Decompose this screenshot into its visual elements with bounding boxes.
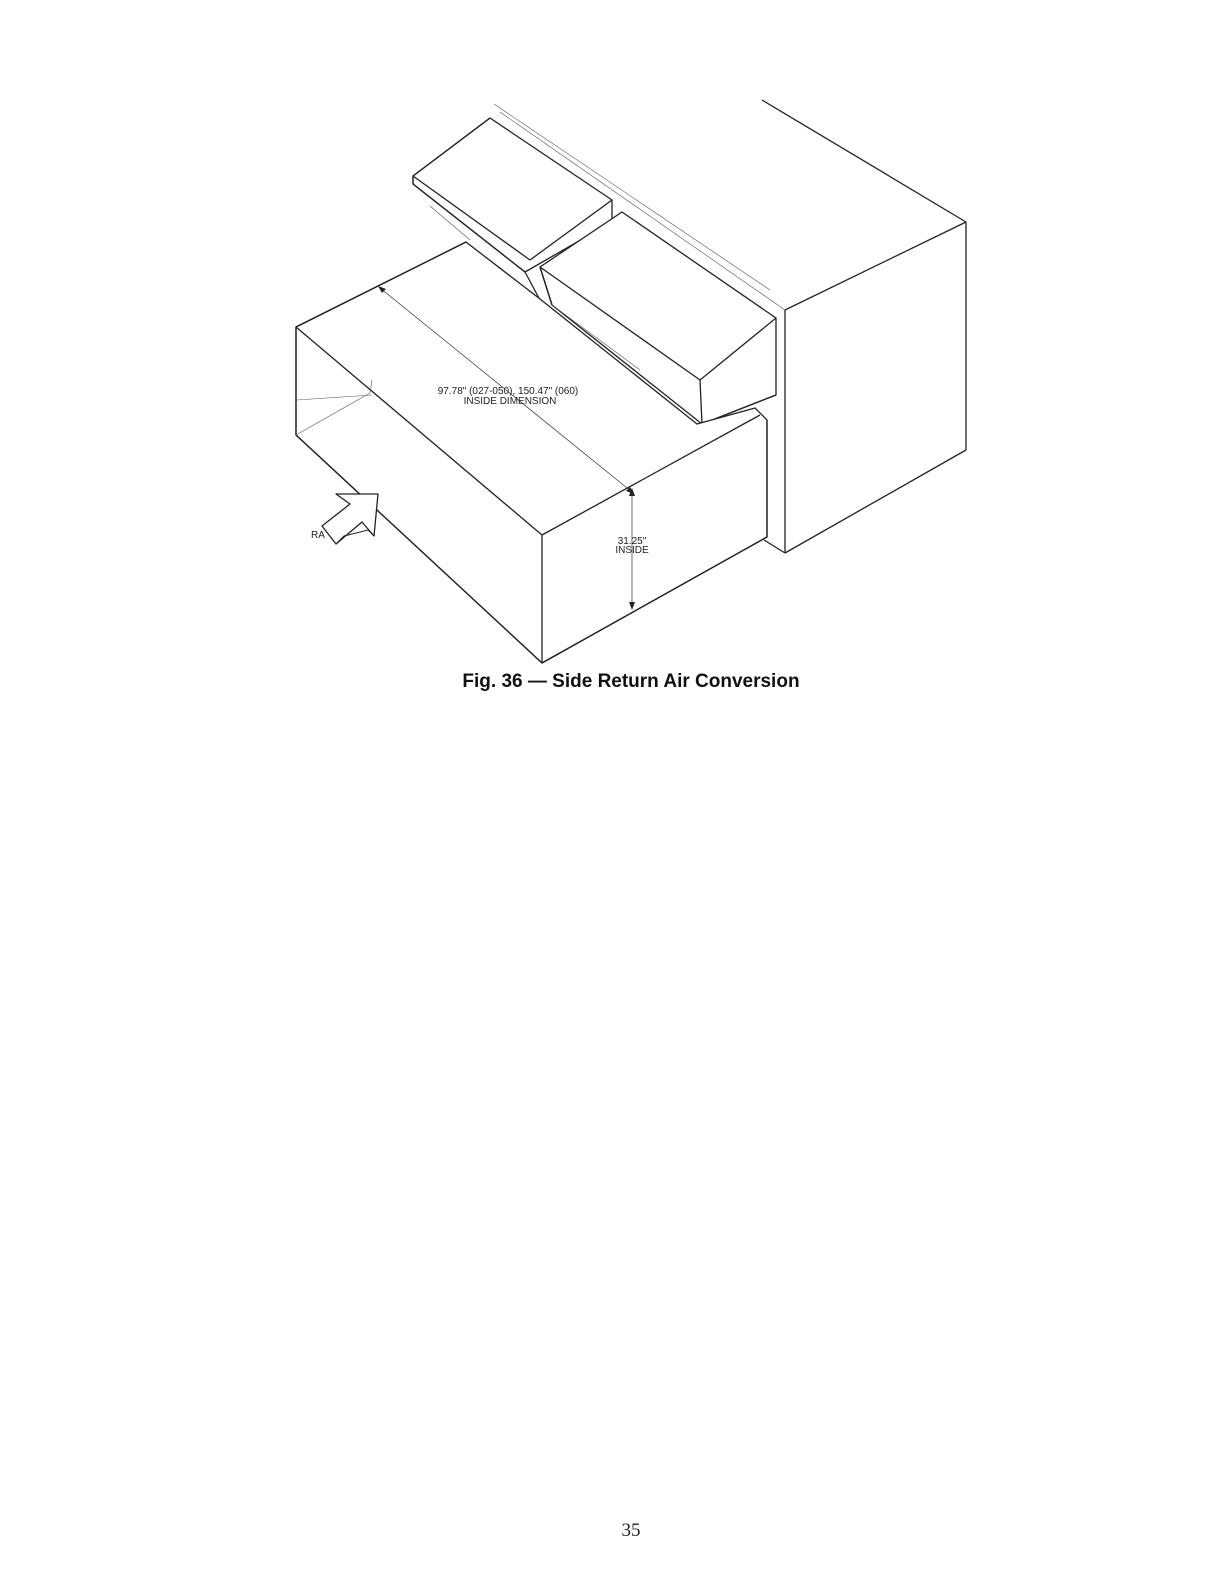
height-label: 31.25": [617, 536, 647, 547]
airflow-label: RA: [311, 530, 325, 541]
side-return-air-diagram: [0, 0, 1224, 700]
height-sublabel: INSIDE: [615, 545, 649, 556]
length-label: 97.78" (027-050), 150.47" (060): [437, 386, 579, 397]
page-number: 35: [621, 1520, 641, 1541]
length-sublabel: INSIDE DIMENSION: [463, 396, 557, 407]
return-air-arrow-icon: [311, 494, 378, 544]
figure-caption: Fig. 36 — Side Return Air Conversion: [462, 671, 800, 692]
